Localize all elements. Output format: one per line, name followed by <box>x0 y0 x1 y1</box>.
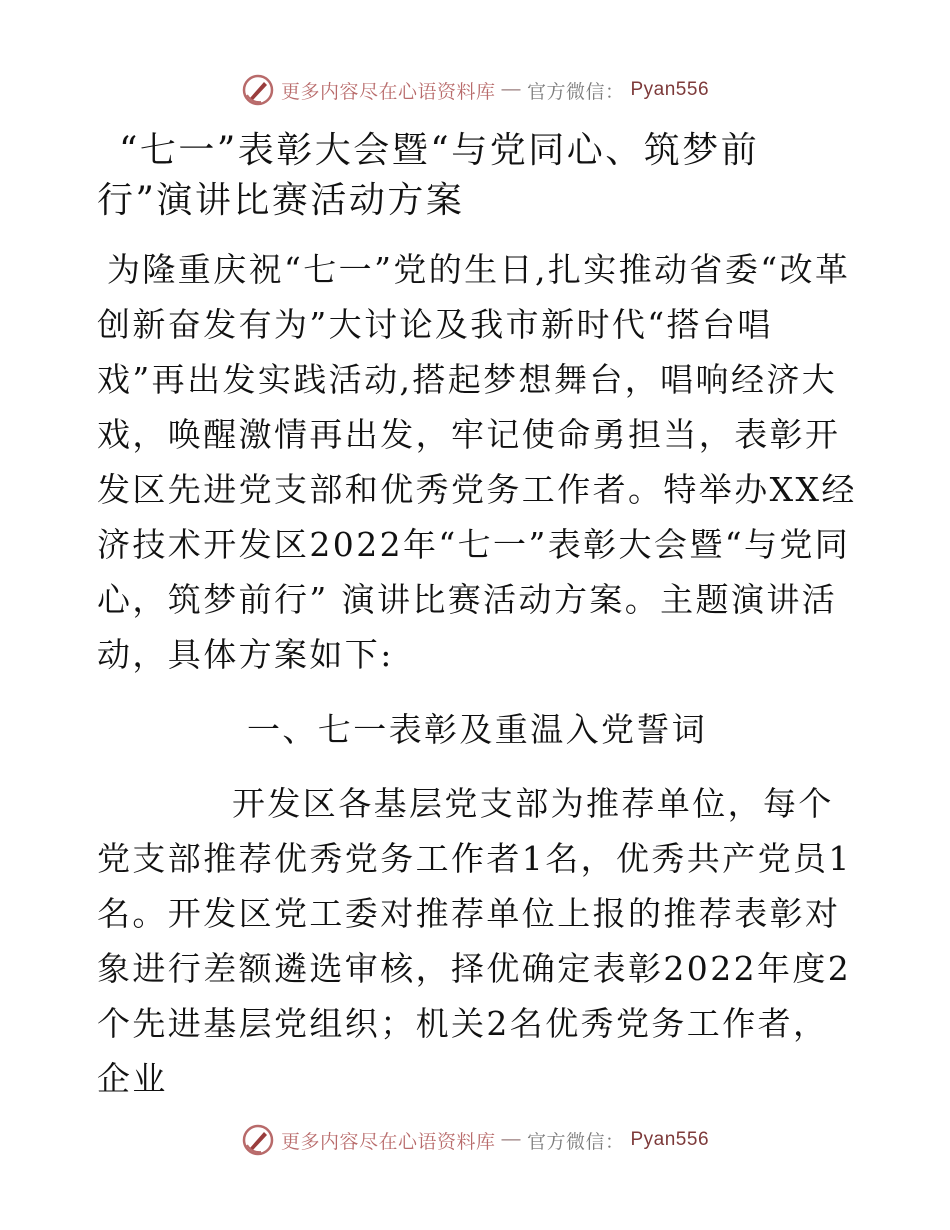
watermark-wechat-label: 官方微信： <box>526 1131 625 1153</box>
watermark-separator: — <box>501 1129 521 1150</box>
document-title: “七一”表彰大会暨“与党同心、筑梦前行”演讲比赛活动方案 <box>97 130 760 221</box>
watermark-header <box>0 70 950 110</box>
watermark-wechat-label: 官方微信： <box>526 81 625 103</box>
quill-pen-logo-icon <box>241 73 275 107</box>
watermark-main-text: 更多内容尽在心语资料库 <box>280 1131 496 1153</box>
section-heading: 一、七一表彰及重温入党誓词 <box>247 710 708 749</box>
intro-paragraph: 为隆重庆祝“七一”党的生日,扎实推动省委“改革创新奋发有为”大讨论及我市新时代“搭台唱戏”再出发实践活动,搭起梦想舞台，唱响经济大戏，唤醒激情再出发，牢记使命勇担当，表彰开发区先进党支部和优秀党务工作者。特举办XX经济技术开发区2022年“七一”表彰大会暨“与党同心，筑梦前行” 演讲比赛活动方案。主题演讲活动，具体方案如下: <box>97 250 857 674</box>
quill-pen-logo-icon <box>241 1123 275 1157</box>
watermark-main-text: 更多内容尽在心语资料库 <box>280 81 496 103</box>
document-body <box>97 126 857 1116</box>
watermark-wechat-id: Pyan556 <box>630 79 710 100</box>
watermark-wechat-id: Pyan556 <box>630 1129 710 1150</box>
watermark-separator: — <box>501 79 521 100</box>
section-paragraph: 开发区各基层党支部为推荐单位，每个党支部推荐优秀党务工作者1名，优秀共产党员1名。开发区党工委对推荐单位上报的推荐表彰对象进行差额遴选审核，择优确定表彰2022年度2个先进基层党组织；机关2名优秀党务工作者，企业 <box>97 784 852 1098</box>
watermark-footer <box>0 1120 950 1160</box>
